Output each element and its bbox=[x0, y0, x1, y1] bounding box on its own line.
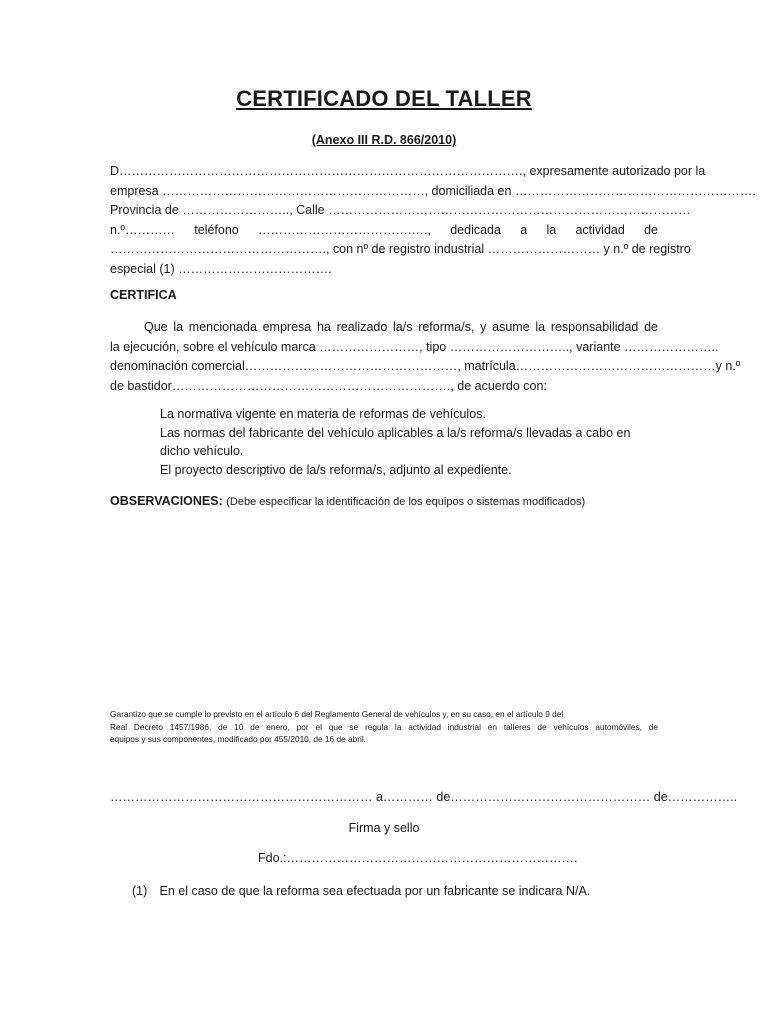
list-item: El proyecto descriptivo de la/s reforma/s, adjunto al expediente. bbox=[160, 462, 512, 477]
place-date-line: ……………………………………………………… a………… de………………………………………… de…………….. bbox=[110, 790, 738, 804]
paragraph-line: la ejecución, sobre el vehículo marca ……………………, tipo ……………………….., variante ………………….. bbox=[110, 339, 719, 354]
observaciones-section bbox=[110, 494, 585, 508]
paragraph-line: denominación comercial……………………………………………, matrícula…………………………………………y n.º bbox=[110, 359, 741, 373]
observaciones-note: (Debe especificar la identificación de los equipos o sistemas modificados) bbox=[226, 496, 586, 508]
footnote-text: En el caso de que la reforma sea efectuada por un fabricante se indicara N/A. bbox=[159, 884, 591, 898]
footnote-number: (1) bbox=[132, 884, 148, 898]
observaciones-label: OBSERVACIONES: bbox=[110, 494, 223, 508]
paragraph-line: Que la mencionada empresa ha realizado la/s reforma/s, y asume la responsabilidad de bbox=[144, 320, 658, 334]
signature-stamp-label: Firma y sello bbox=[348, 821, 420, 835]
paragraph-line: empresa ………………………………………………………, domiciliada en …………………………………………………. bbox=[110, 183, 756, 198]
guarantee-statement bbox=[110, 708, 658, 746]
signed-by-line: Fdo.:……………………………………………………………. bbox=[258, 851, 578, 865]
paragraph-line: Provincia de …………………….., Calle …………………………………………………………………………… bbox=[110, 203, 691, 217]
paragraph-line: n.º………… teléfono ……………………………….…., dedicada a la actividad de bbox=[110, 222, 658, 237]
document-subtitle: (Anexo III R.D. 866/2010) bbox=[311, 133, 457, 147]
footnote bbox=[132, 884, 590, 898]
paragraph-line: ……………………………………………., con nº de registro industrial ……………………… y n.º de registro bbox=[110, 242, 691, 256]
certification-paragraph bbox=[110, 318, 741, 396]
paragraph-line: de bastidor…………………………………………………………., de acuerdo con: bbox=[110, 378, 547, 393]
statement-line: Garantizo que se cumple lo previsto en el artículo 6 del Reglamento General de vehículos y, en su caso, en el artículo 9 del bbox=[110, 709, 564, 719]
compliance-list bbox=[160, 405, 658, 479]
workshop-identification-paragraph bbox=[110, 162, 756, 279]
paragraph-line: especial (1) ………………………………. bbox=[110, 261, 332, 276]
list-item: La normativa vigente en materia de reformas de vehículos. bbox=[160, 407, 486, 421]
certifica-heading: CERTIFICA bbox=[110, 288, 177, 302]
statement-line: Real Decreto 1457/1986, de 10 de enero, por el que se regula la actividad industrial en talleres de vehículos automóviles, de bbox=[110, 721, 658, 732]
document-title: CERTIFICADO DEL TALLER bbox=[236, 86, 532, 111]
paragraph-line: D……………………………………………………………………………………., expresamente autorizado por la bbox=[110, 164, 706, 178]
statement-line: equipos y sus componentes, modificado por 455/2010, de 16 de abril. bbox=[110, 734, 366, 744]
list-item: Las normas del fabricante del vehículo aplicables a la/s reforma/s llevadas a cabo en dicho vehículo. bbox=[160, 425, 631, 458]
